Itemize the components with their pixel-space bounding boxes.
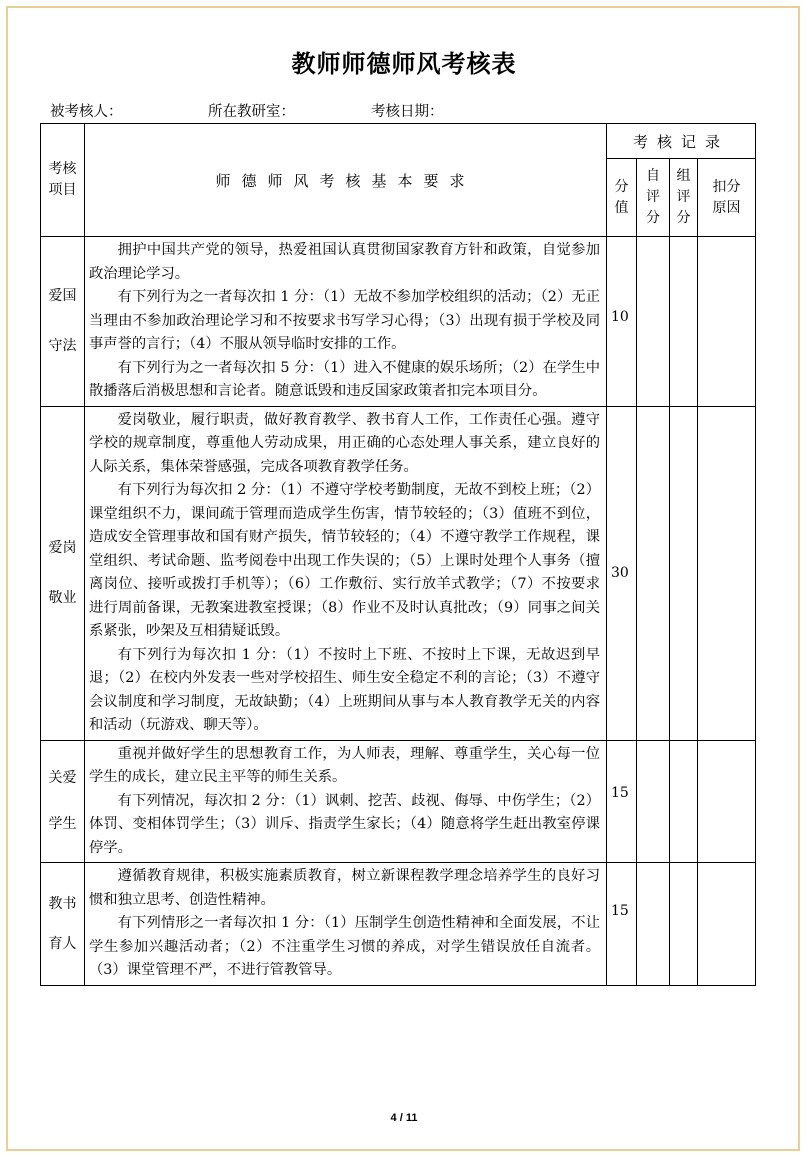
header-self-col: 自评分 — [637, 159, 670, 237]
table-row — [41, 406, 756, 740]
category-cell: 爱岗敬业 — [41, 406, 85, 740]
header-group-col: 组评分 — [670, 159, 698, 237]
requirement-paragraph: 有下列行为之一者每次扣 5 分：（1）进入不健康的娱乐场所；（2）在学生中散播落后消极思想和言论者。随意诋毁和违反国家政策者扣完本项目分。 — [89, 359, 600, 399]
self-score-cell[interactable] — [637, 406, 670, 740]
page-number: 4 / 11 — [390, 1112, 418, 1124]
group-score-cell[interactable] — [670, 237, 698, 407]
requirement-paragraph: 重视并做好学生的思想教育工作，为人师表，理解、尊重学生，关心每一位学生的成长，建立民主平等的师生关系。 — [89, 745, 600, 785]
group-score-cell[interactable] — [670, 740, 698, 863]
examinee-label: 被考核人： — [50, 104, 123, 120]
requirements-cell — [85, 406, 607, 740]
department-label: 所在教研室： — [208, 104, 295, 120]
table-row — [41, 863, 756, 986]
requirement-paragraph: 爱岗敬业，履行职责，做好教育教学、教书育人工作，工作责任心强。遵守学校的规章制度，尊重他人劳动成果，用正确的心态处理人事关系，建立良好的人际关系，集体荣誉感强，完成各项教育教学任务。 — [89, 411, 600, 475]
requirements-cell — [85, 863, 607, 986]
requirement-paragraph: 有下列情形之一者每次扣 1 分：（1）压制学生创造性精神和全面发展，不让学生参加兴趣活动者；（2）不注重学生习惯的养成，对学生错误放任自流者。（3）课堂管理不严，不进行管教管导。 — [89, 915, 600, 978]
score-cell: 15 — [607, 740, 637, 863]
score-cell: 30 — [607, 406, 637, 740]
deduct-reason-cell[interactable] — [698, 237, 756, 407]
header-score-col: 分值 — [607, 159, 637, 237]
table-row — [41, 237, 756, 407]
document-title: 教师师德师风考核表 — [291, 49, 517, 78]
requirement-paragraph: 拥护中国共产党的领导，热爱祖国认真贯彻国家教育方针和政策，自觉参加政治理论学习。 — [89, 242, 600, 282]
requirement-paragraph: 有下列行为之一者每次扣 1 分：（1）无故不参加学校组织的活动；（2）无正当理由不参加政治理论学习和不按要求书写学习心得；（3）出现有损于学校及同事声誉的言行；（4）不服从领导临时安排的工作。 — [89, 289, 600, 352]
group-score-cell[interactable] — [670, 406, 698, 740]
requirement-paragraph: 遵循教育规律，积极实施素质教育，树立新课程教学理念培养学生的良好习惯和独立思考、创造性精神。 — [89, 868, 600, 908]
requirements-cell — [85, 740, 607, 863]
header-deduct-col: 扣分原因 — [698, 159, 756, 237]
header-item-col: 考核项目 — [41, 124, 85, 237]
self-score-cell[interactable] — [637, 740, 670, 863]
date-label: 考核日期： — [371, 104, 444, 120]
requirement-paragraph: 有下列情况，每次扣 2 分：（1）讽刺、挖苦、歧视、侮辱、中伤学生；（2）体罚、变相体罚学生；（3）训斥、指责学生家长；（4）随意将学生赶出教室停课停学。 — [89, 792, 600, 856]
requirement-paragraph: 有下列行为每次扣 1 分：（1）不按时上下班、不按时上下课，无故迟到早退；（2）在校内外发表一些对学校招生、师生安全稳定不利的言论；（3）不遵守会议制度和学习制度，无故缺勤；（4）上班期间从事与本人教育教学无关的内容和活动（玩游戏、聊天等）。 — [89, 646, 600, 733]
group-score-cell[interactable] — [670, 863, 698, 986]
category-cell: 爱国守法 — [41, 237, 85, 407]
table-row — [41, 740, 756, 863]
deduct-reason-cell[interactable] — [698, 740, 756, 863]
category-cell: 关爱学生 — [41, 740, 85, 863]
deduct-reason-cell[interactable] — [698, 406, 756, 740]
category-cell: 教书育人 — [41, 863, 85, 986]
self-score-cell[interactable] — [637, 863, 670, 986]
requirement-paragraph: 有下列行为每次扣 2 分：（1）不遵守学校考勤制度，无故不到校上班；（2）课堂组织不力，课间疏于管理而造成学生伤害，情节较轻的；（3）值班不到位，造成安全管理事故和国有财产损失，情节较轻的；（4）不遵守教学工作规程，课堂组织、考试命题、监考阅卷中出现工作失误的；（5）上课时处理个人事务（擅离岗位、接听或拨打手机等）；（6）工作敷衍、实行放羊式教学；（7）不按要求进行周前备课，无教案进教室授课；（8）作业不及时认真批改；（9）同事之间关系紧张，吵架及互相猜疑诋毁。 — [89, 482, 600, 639]
header-record-group: 考核记录 — [607, 124, 756, 159]
requirements-cell — [85, 237, 607, 407]
assessment-table — [40, 123, 756, 986]
deduct-reason-cell[interactable] — [698, 863, 756, 986]
header-requirements-col: 师德师风考核基本要求 — [85, 124, 607, 237]
self-score-cell[interactable] — [637, 237, 670, 407]
score-cell: 10 — [607, 237, 637, 407]
score-cell: 15 — [607, 863, 637, 986]
